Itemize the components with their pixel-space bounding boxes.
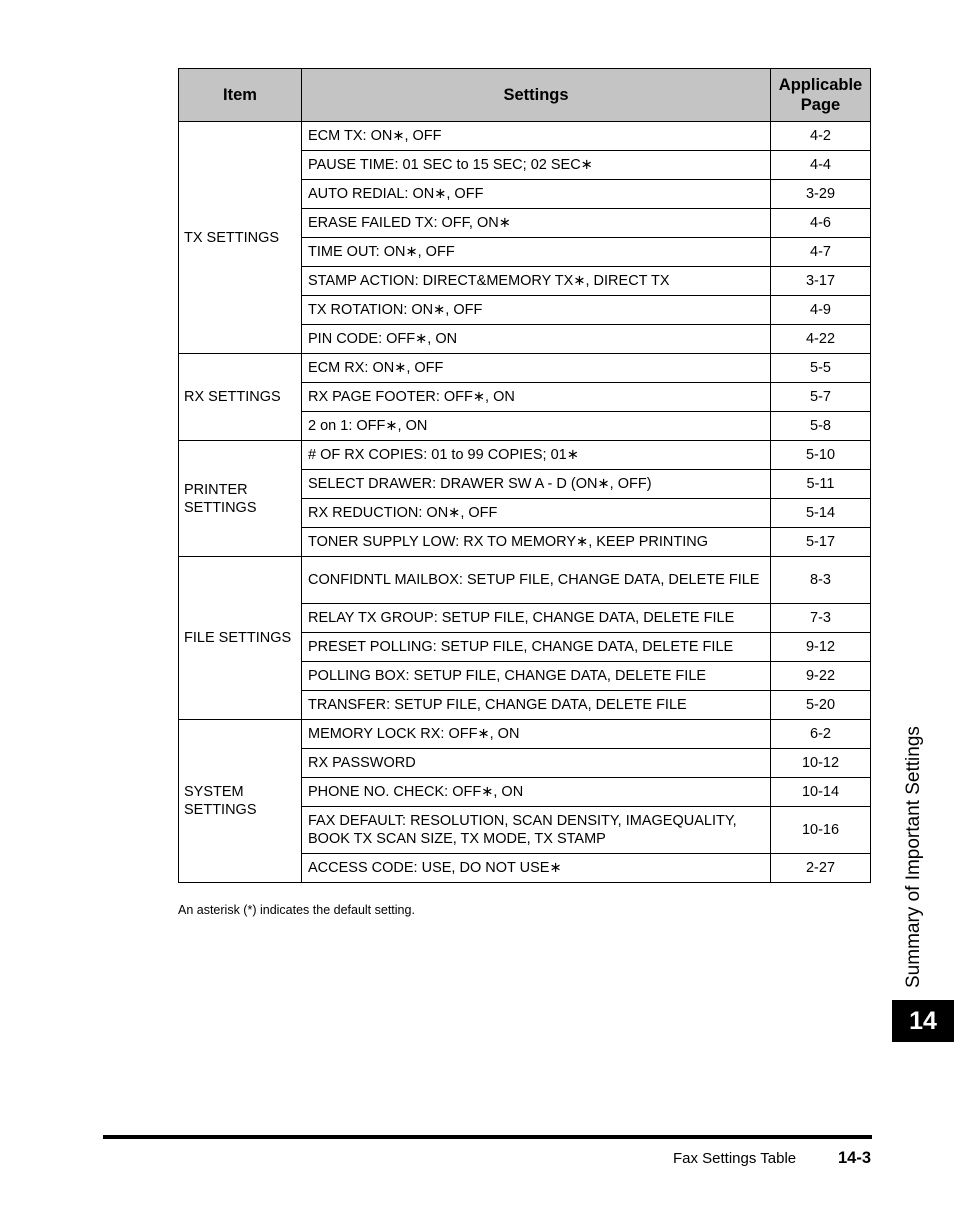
- setting-cell: TONER SUPPLY LOW: RX TO MEMORY∗, KEEP PRINTING: [302, 528, 771, 557]
- setting-cell: ECM RX: ON∗, OFF: [302, 354, 771, 383]
- table-row: [179, 720, 871, 749]
- setting-cell: TRANSFER: SETUP FILE, CHANGE DATA, DELETE FILE: [302, 691, 771, 720]
- page-cell: 4-7: [771, 238, 871, 267]
- page-cell: 4-4: [771, 151, 871, 180]
- table-row: [179, 354, 871, 383]
- page-cell: 4-2: [771, 122, 871, 151]
- page-cell: 4-22: [771, 325, 871, 354]
- group-item-cell: RX SETTINGS: [179, 354, 302, 441]
- table-row: [179, 122, 871, 151]
- page-cell: 10-12: [771, 749, 871, 778]
- page-cell: 3-29: [771, 180, 871, 209]
- page-cell: 9-22: [771, 662, 871, 691]
- page-cell: 2-27: [771, 854, 871, 883]
- header-row: [179, 69, 871, 122]
- page-cell: 7-3: [771, 604, 871, 633]
- page-cell: 5-7: [771, 383, 871, 412]
- page-cell: 10-14: [771, 778, 871, 807]
- page-cell: 5-17: [771, 528, 871, 557]
- page-cell: 5-20: [771, 691, 871, 720]
- page-cell: 6-2: [771, 720, 871, 749]
- page-cell: 4-6: [771, 209, 871, 238]
- table-header: [179, 69, 871, 122]
- header-settings: Settings: [302, 69, 771, 122]
- table-row: [179, 557, 871, 604]
- header-item: Item: [179, 69, 302, 122]
- chapter-tab: 14: [892, 1000, 954, 1042]
- footer-section-title: Fax Settings Table: [673, 1150, 797, 1167]
- page-cell: 4-9: [771, 296, 871, 325]
- setting-cell: POLLING BOX: SETUP FILE, CHANGE DATA, DELETE FILE: [302, 662, 771, 691]
- footer-page-number: 14-3: [838, 1149, 872, 1167]
- fax-settings-table: [178, 68, 871, 883]
- setting-cell: RX PAGE FOOTER: OFF∗, ON: [302, 383, 771, 412]
- setting-cell: 2 on 1: OFF∗, ON: [302, 412, 771, 441]
- page-cell: 5-8: [771, 412, 871, 441]
- footer-divider: [103, 1135, 872, 1139]
- setting-cell: ERASE FAILED TX: OFF, ON∗: [302, 209, 771, 238]
- setting-cell: ECM TX: ON∗, OFF: [302, 122, 771, 151]
- page-cell: 10-16: [771, 807, 871, 854]
- chapter-side-title: Summary of Important Settings: [903, 726, 924, 988]
- setting-cell: TX ROTATION: ON∗, OFF: [302, 296, 771, 325]
- setting-cell: MEMORY LOCK RX: OFF∗, ON: [302, 720, 771, 749]
- setting-cell: PRESET POLLING: SETUP FILE, CHANGE DATA, DELETE FILE: [302, 633, 771, 662]
- header-applicable-page: Applicable Page: [771, 69, 871, 122]
- setting-cell: TIME OUT: ON∗, OFF: [302, 238, 771, 267]
- setting-cell: PHONE NO. CHECK: OFF∗, ON: [302, 778, 771, 807]
- setting-cell: PIN CODE: OFF∗, ON: [302, 325, 771, 354]
- page-cell: 3-17: [771, 267, 871, 296]
- page-cell: 9-12: [771, 633, 871, 662]
- page-cell: 5-11: [771, 470, 871, 499]
- setting-cell: # OF RX COPIES: 01 to 99 COPIES; 01∗: [302, 441, 771, 470]
- footnote: An asterisk (*) indicates the default setting.: [178, 903, 415, 917]
- page-cell: 8-3: [771, 557, 871, 604]
- page-cell: 5-14: [771, 499, 871, 528]
- setting-cell: RX PASSWORD: [302, 749, 771, 778]
- setting-cell: AUTO REDIAL: ON∗, OFF: [302, 180, 771, 209]
- group-item-cell: PRINTER SETTINGS: [179, 441, 302, 557]
- setting-cell: RX REDUCTION: ON∗, OFF: [302, 499, 771, 528]
- group-item-cell: TX SETTINGS: [179, 122, 302, 354]
- setting-cell: STAMP ACTION: DIRECT&MEMORY TX∗, DIRECT TX: [302, 267, 771, 296]
- setting-cell: ACCESS CODE: USE, DO NOT USE∗: [302, 854, 771, 883]
- setting-cell: FAX DEFAULT: RESOLUTION, SCAN DENSITY, IMAGEQUALITY, BOOK TX SCAN SIZE, TX MODE, TX STAMP: [302, 807, 771, 854]
- table-row: [179, 441, 871, 470]
- group-item-cell: FILE SETTINGS: [179, 557, 302, 720]
- page-cell: 5-5: [771, 354, 871, 383]
- table-body: [179, 122, 871, 883]
- group-item-cell: SYSTEM SETTINGS: [179, 720, 302, 883]
- setting-cell: RELAY TX GROUP: SETUP FILE, CHANGE DATA, DELETE FILE: [302, 604, 771, 633]
- setting-cell: SELECT DRAWER: DRAWER SW A - D (ON∗, OFF): [302, 470, 771, 499]
- page-cell: 5-10: [771, 441, 871, 470]
- setting-cell: PAUSE TIME: 01 SEC to 15 SEC; 02 SEC∗: [302, 151, 771, 180]
- setting-cell: CONFIDNTL MAILBOX: SETUP FILE, CHANGE DATA, DELETE FILE: [302, 557, 771, 604]
